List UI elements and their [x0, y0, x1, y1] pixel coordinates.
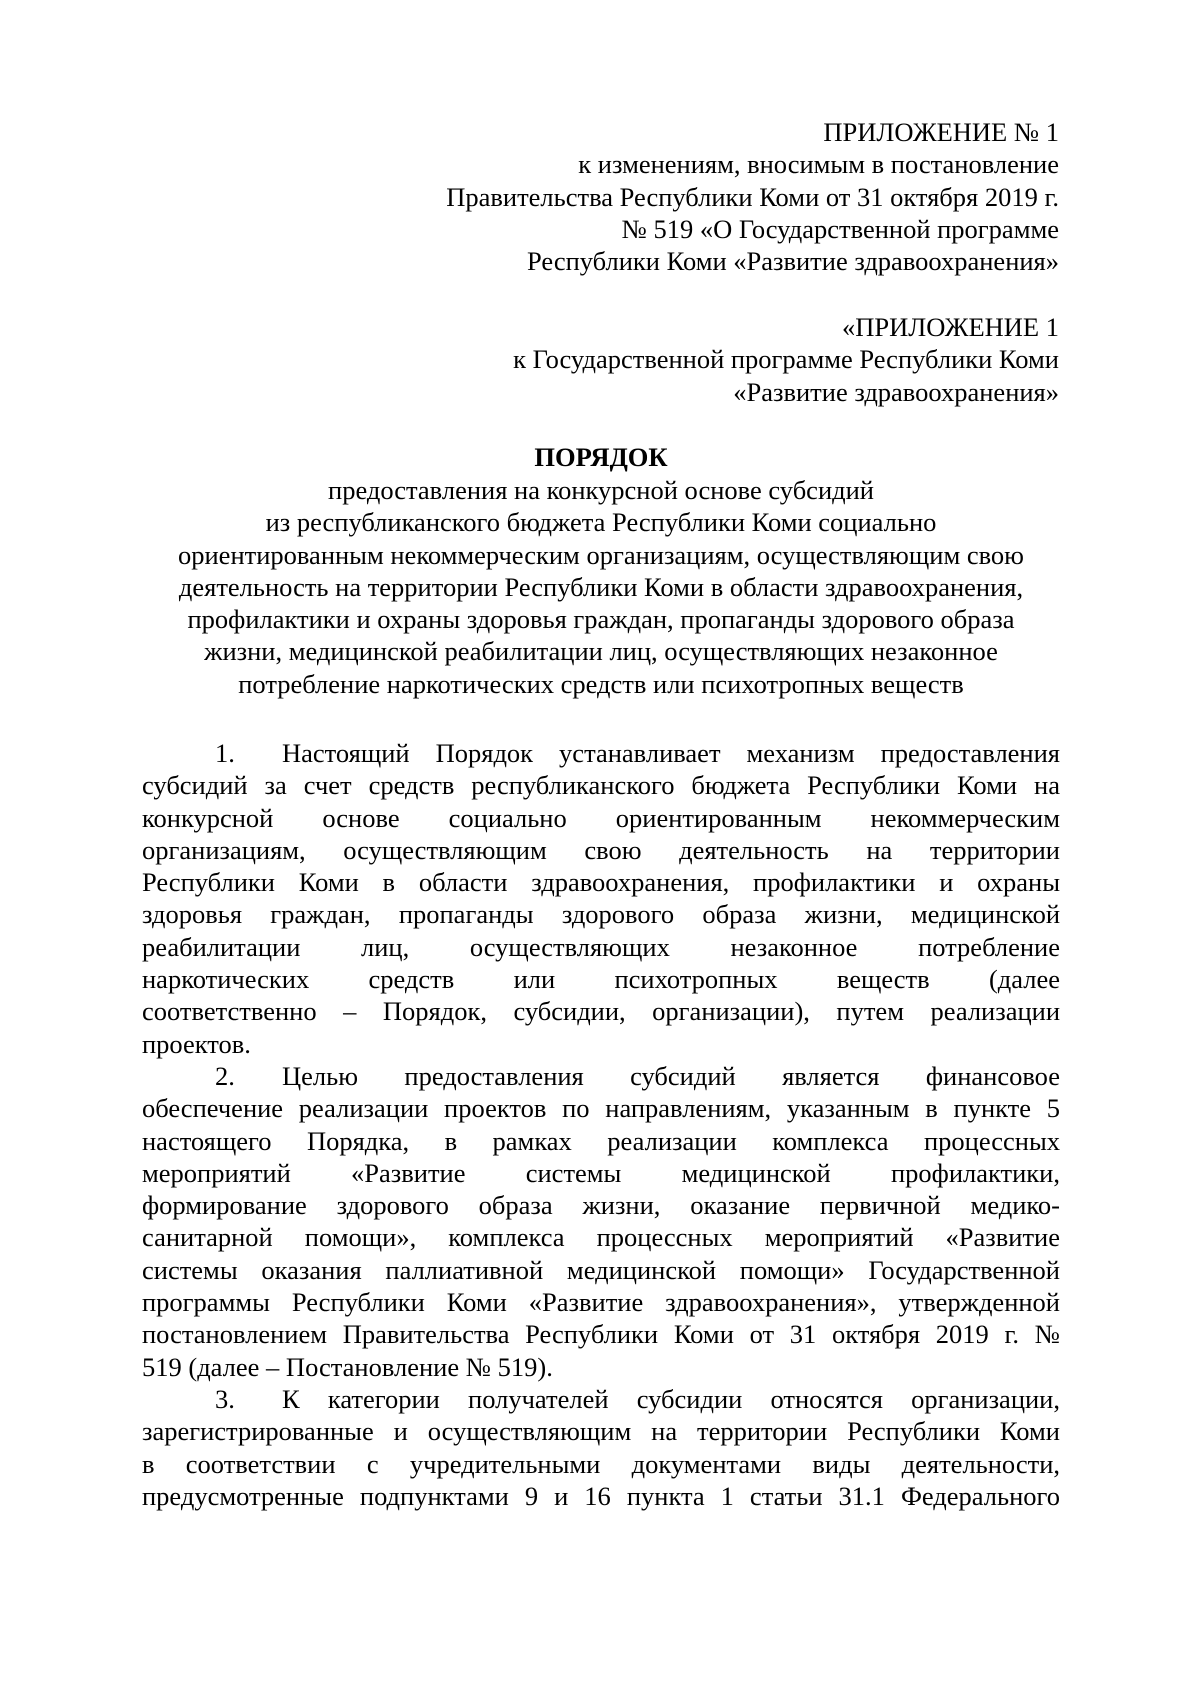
paragraph-first-line-text: Настоящий Порядок устанавливает механизм предоставления: [282, 738, 1060, 768]
paragraph-number: 1.: [215, 738, 235, 768]
numbered-paragraph: [142, 737, 1060, 1060]
document-subtitle-line: ориентированным некоммерческим организациям, осуществляющим свою: [178, 539, 1024, 570]
paragraph-line: организациям, осуществляющим свою деятельность на территории: [142, 834, 1060, 865]
document-subtitle-line: профилактики и охраны здоровья граждан, пропаганды здорового образа: [187, 604, 1015, 635]
paragraph-line: санитарной помощи», комплекса процессных мероприятий «Развитие: [142, 1222, 1060, 1253]
document-body: [142, 737, 1060, 1512]
document-subtitle-line: жизни, медицинской реабилитации лиц, осуществляющих незаконное: [204, 636, 998, 667]
paragraph-first-line-text: Целью предоставления субсидий является финансовое: [282, 1060, 1060, 1091]
appendix-header: [446, 116, 1059, 277]
appendix-header-line: к изменениям, вносимым в постановление: [578, 149, 1059, 180]
document-title: ПОРЯДОК: [534, 442, 668, 472]
paragraph-first-line-text: К категории получателей субсидии относятся организации,: [282, 1383, 1060, 1414]
program-appendix-header-line: «ПРИЛОЖЕНИЕ 1: [842, 312, 1059, 342]
document-subtitle-line: деятельность на территории Республики Коми в области здравоохранения,: [178, 571, 1024, 602]
paragraph-line: наркотических средств или психотропных веществ (далее: [142, 964, 1060, 995]
paragraph-first-line: [142, 737, 1060, 769]
paragraph-line: зарегистрированные и осуществляющим на территории Республики Коми: [142, 1416, 1060, 1447]
paragraph-line: постановлением Правительства Республики Коми от 31 октября 2019 г. №: [142, 1319, 1060, 1350]
paragraph-line: субсидий за счет средств республиканского бюджета Республики Коми на: [142, 770, 1060, 801]
program-appendix-header-line: к Государственной программе Республики Коми: [513, 344, 1059, 375]
paragraph-line: в соответствии с учредительными документами виды деятельности,: [142, 1448, 1060, 1479]
document-subtitle-line: из республиканского бюджета Республики Коми социально: [265, 507, 937, 538]
document-subtitle-line: предоставления на конкурсной основе субсидий: [328, 475, 874, 505]
paragraph-line: настоящего Порядка, в рамках реализации комплекса процессных: [142, 1125, 1060, 1156]
document-title-block: [142, 441, 1060, 700]
appendix-header-line: № 519 «О Государственной программе: [621, 213, 1059, 244]
numbered-paragraph: [142, 1383, 1060, 1512]
paragraph-line: 519 (далее – Постановление № 519).: [142, 1351, 553, 1382]
paragraph-line: мероприятий «Развитие системы медицинской профилактики,: [142, 1157, 1060, 1188]
document-subtitle-line: потребление наркотических средств или психотропных веществ: [238, 668, 964, 699]
paragraph-number: 2.: [215, 1060, 235, 1091]
paragraph-line: соответственно – Порядок, субсидии, организации), путем реализации: [142, 996, 1060, 1027]
program-appendix-header: [513, 311, 1059, 408]
paragraph-line: предусмотренные подпунктами 9 и 16 пункта 1 статьи 31.1 Федерального: [142, 1480, 1060, 1511]
paragraph-line: формирование здорового образа жизни, оказание первичной медико-: [142, 1190, 1060, 1221]
program-appendix-header-line: «Развитие здравоохранения»: [733, 376, 1059, 407]
appendix-header-line: Правительства Республики Коми от 31 октября 2019 г.: [446, 181, 1059, 212]
paragraph-line: конкурсной основе социально ориентированным некоммерческим: [142, 802, 1060, 833]
paragraph-line: системы оказания паллиативной медицинской помощи» Государственной: [142, 1254, 1060, 1285]
appendix-header-line: Республики Коми «Развитие здравоохранения»: [527, 246, 1059, 277]
paragraph-line: проектов.: [142, 1028, 251, 1059]
paragraph-line: реабилитации лиц, осуществляющих незаконное потребление: [142, 931, 1060, 962]
appendix-header-line: ПРИЛОЖЕНИЕ № 1: [823, 117, 1059, 147]
paragraph-number: 3.: [215, 1383, 235, 1414]
paragraph-line: обеспечение реализации проектов по направлениям, указанным в пункте 5: [142, 1093, 1060, 1124]
paragraph-line: программы Республики Коми «Развитие здравоохранения», утвержденной: [142, 1287, 1060, 1318]
paragraph-line: здоровья граждан, пропаганды здорового образа жизни, медицинской: [142, 899, 1060, 930]
numbered-paragraph: [142, 1060, 1060, 1383]
paragraph-first-line: [142, 1060, 1060, 1092]
paragraph-line: Республики Коми в области здравоохранения, профилактики и охраны: [142, 867, 1060, 898]
paragraph-first-line: [142, 1383, 1060, 1415]
